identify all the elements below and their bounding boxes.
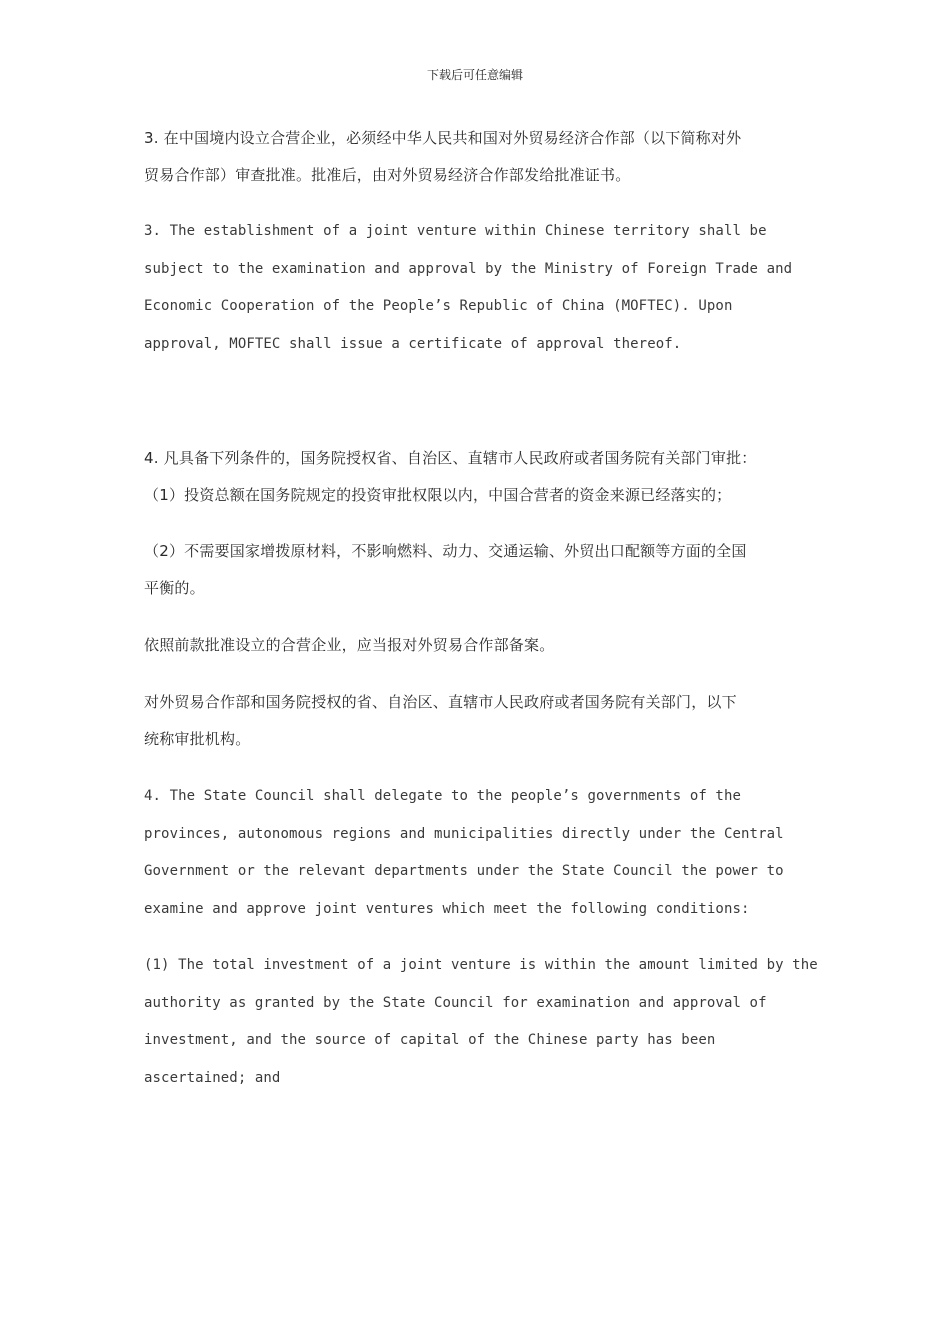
article-4-english-intro: [144, 778, 814, 928]
text-line: authority as granted by the State Council for examination and approval of: [144, 994, 767, 1011]
text-line: examine and approve joint ventures which meet the following conditions:: [144, 900, 750, 917]
text-line: subject to the examination and approval by the Ministry of Foreign Trade and: [144, 260, 793, 277]
article-4-chinese-filing: [144, 627, 814, 664]
text-line: （2）不需要国家增拨原材料，不影响燃料、动力、交通运输、外贸出口配额等方面的全国: [144, 542, 747, 560]
text-line: 4. 凡具备下列条件的，国务院授权省、自治区、直辖市人民政府或者国务院有关部门审批：: [144, 449, 757, 467]
text-line: Economic Cooperation of the People’s Republic of China (MOFTEC). Upon: [144, 298, 733, 314]
article-4-chinese-intro: [144, 440, 814, 514]
text-line: 4. The State Council shall delegate to the people’s governments of the: [144, 788, 742, 804]
article-3-chinese: [144, 120, 814, 194]
article-4-chinese-item-2: [144, 533, 814, 607]
text-line: investment, and the source of capital of the Chinese party has been: [144, 1032, 716, 1048]
text-line: 依照前款批准设立的合营企业，应当报对外贸易合作部备案。: [144, 636, 555, 654]
text-line: (1) The total investment of a joint venture is within the amount limited by the: [144, 957, 818, 973]
text-line: Government or the relevant departments under the State Council the power to: [144, 863, 784, 879]
text-line: （1）投资总额在国务院规定的投资审批权限以内，中国合营者的资金来源已经落实的；: [144, 486, 732, 504]
text-line: 3. The establishment of a joint venture within Chinese territory shall be: [144, 223, 767, 239]
text-line: approval, MOFTEC shall issue a certificate of approval thereof.: [144, 335, 682, 352]
text-line: 3. 在中国境内设立合营企业，必须经中华人民共和国对外贸易经济合作部（以下简称对外: [144, 129, 742, 147]
article-4-english-item-1: [144, 947, 818, 1097]
text-line: 贸易合作部）审查批准。批准后，由对外贸易经济合作部发给批准证书。: [144, 166, 631, 184]
text-line: provinces, autonomous regions and municipalities directly under the Central: [144, 825, 784, 842]
text-line: 对外贸易合作部和国务院授权的省、自治区、直辖市人民政府或者国务院有关部门，以下: [144, 693, 737, 711]
article-3-english: [144, 213, 814, 363]
text-line: ascertained; and: [144, 1069, 281, 1086]
page-header: 下载后可任意编辑: [426, 68, 523, 82]
text-line: 平衡的。: [144, 579, 205, 597]
article-4-chinese-authorities: [144, 684, 814, 758]
text-line: 统称审批机构。: [144, 730, 251, 748]
